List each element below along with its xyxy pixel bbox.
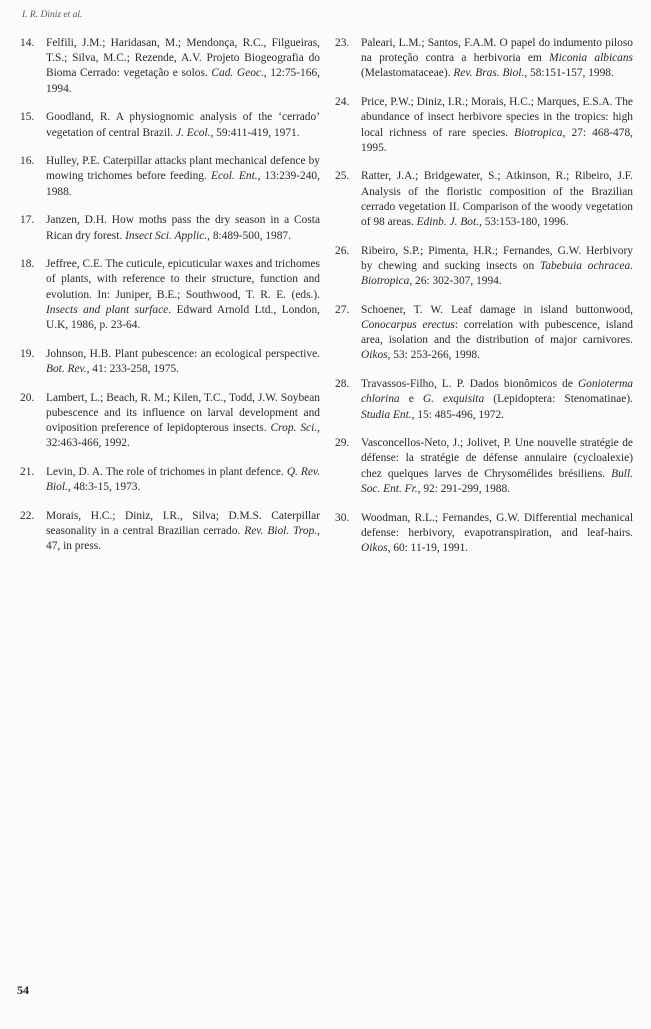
reference-text	[361, 436, 633, 497]
reference-italic-segment: Goniotermа chlorina	[361, 378, 633, 406]
reference-segment: , 26: 302-307, 1994.	[409, 275, 502, 288]
reference-text	[361, 377, 633, 423]
reference-segment: Felfili, J.M.; Haridasan, M.; Mendonça, R.C., Filgueiras, T.S.; Silva, M.C.; Rezende, A.V. Projeto Biogeografia do Bioma Cerrado: vegetação e solos.	[46, 37, 320, 80]
reference-text	[46, 391, 320, 452]
reference-segment: , 41: 233-258, 1975.	[86, 362, 179, 375]
reference-segment: Johnson, H.B. Plant pubescence: an ecological perspective.	[46, 347, 320, 360]
reference-segment: Levin, D. A. The role of trichomes in plant defence.	[46, 465, 287, 478]
reference-segment: .	[630, 259, 633, 272]
reference-segment: , 53: 253-266, 1998.	[387, 349, 480, 362]
reference-segment: , 53:153-180, 1996.	[479, 216, 569, 229]
reference-segment: , 92: 291-299, 1988.	[417, 482, 511, 495]
reference-italic-segment: Oikos	[361, 349, 388, 362]
reference-number: 17.	[20, 214, 35, 227]
reference-item	[20, 465, 320, 495]
reference-italic-segment: Q. Rev. Biol.	[46, 465, 320, 494]
reference-text	[361, 95, 633, 156]
reference-text	[361, 303, 633, 364]
reference-text	[46, 465, 320, 495]
reference-segment: , 27: 468-478, 1995.	[361, 126, 633, 154]
reference-segment: (Lepidoptera: Stenomatinae).	[484, 393, 633, 406]
reference-italic-segment: Tabebuia ochracea	[539, 259, 631, 272]
reference-italic-segment: Studia Ent.	[361, 408, 412, 421]
reference-italic-segment: Crop. Sci.	[270, 422, 318, 435]
reference-italic-segment: Ecol. Ent.	[211, 170, 258, 183]
reference-segment: Schoener, T. W. Leaf damage in island buttonwood,	[361, 303, 633, 316]
reference-item	[335, 377, 633, 423]
reference-italic-segment: Insect Sci. Applic.	[125, 229, 208, 242]
reference-item	[335, 244, 633, 290]
reference-text	[46, 154, 320, 200]
reference-italic-segment: J. Ecol.	[176, 126, 211, 139]
reference-number: 30.	[335, 511, 350, 524]
reference-segment: Ribeiro, S.P.; Pimenta, H.R.; Fernandes, G.W. Herbivory by chewing and sucking insects on	[361, 244, 633, 272]
reference-italic-segment: Oikos	[361, 541, 388, 554]
reference-text	[46, 36, 320, 97]
reference-segment: Hulley, P.E. Caterpillar attacks plant mechanical defence by mowing trichomes before feeding.	[46, 155, 320, 183]
reference-item	[20, 257, 320, 333]
reference-text	[46, 110, 320, 140]
reference-text	[361, 511, 633, 557]
reference-item	[20, 391, 320, 452]
reference-number: 26.	[335, 244, 350, 257]
reference-italic-segment: Cad. Geoc.	[211, 67, 264, 80]
reference-italic-segment: Conocarpus erectus	[361, 319, 455, 332]
reference-number: 23.	[335, 37, 350, 49]
reference-italic-segment: Biotropica	[514, 126, 563, 139]
reference-item	[335, 303, 633, 364]
reference-text	[46, 509, 320, 555]
reference-number: 27.	[335, 303, 350, 316]
reference-item	[335, 511, 633, 557]
reference-number: 15.	[20, 111, 35, 124]
reference-segment: (Melastomataceae).	[361, 67, 454, 80]
reference-segment: Janzen, D.H. How moths pass the dry season in a Costa Rican dry forest.	[46, 214, 320, 242]
reference-column-right	[335, 36, 633, 570]
reference-number: 21.	[20, 465, 35, 478]
page-number: 54	[17, 983, 29, 997]
reference-segment: , 12:75-166, 1994.	[46, 67, 320, 95]
reference-number: 22.	[20, 509, 35, 522]
reference-item	[20, 110, 320, 140]
reference-item	[335, 36, 633, 82]
reference-text	[361, 169, 633, 230]
reference-segment: , 13:239-240, 1988.	[46, 170, 320, 198]
reference-segment: . Edward Arnold Ltd., London, U.K, 1986, p. 23-64.	[46, 303, 320, 332]
reference-segment: e	[399, 393, 423, 406]
reference-text	[46, 257, 320, 333]
reference-segment: , 47, in press.	[46, 525, 320, 553]
running-header: I. R. Diniz et al.	[22, 10, 83, 20]
reference-segment: : correlation with pubescence, island area, isolation and the distribution of major carnivores.	[361, 319, 633, 347]
reference-column-left	[20, 36, 320, 568]
reference-italic-segment: Rev. Bras. Biol.	[453, 67, 525, 80]
reference-italic-segment: Miconia albicans	[549, 52, 633, 65]
reference-segment: Paleari, L.M.; Santos, F.A.M. O papel do indumento piloso na proteção contra a herbivoria em	[361, 37, 633, 65]
reference-item	[20, 213, 320, 243]
reference-italic-segment: Edinb. J. Bot.	[416, 216, 479, 229]
reference-segment: , 58:151-157, 1998.	[524, 67, 614, 80]
reference-text	[46, 347, 320, 377]
reference-item	[20, 347, 320, 377]
reference-segment: Woodman, R.L.; Fernandes, G.W. Differential mechanical defense: herbivory, evapotranspiration, and leaf-hairs.	[361, 511, 633, 539]
reference-text	[361, 36, 633, 82]
reference-segment: Ratter, J.A.; Bridgewater, S.; Atkinson, R.; Ribeiro, J.F. Analysis of the floristic composition of the Brazilian cerrado vegetation II. Comparison of the woody vegetation of 98 areas.	[361, 170, 633, 229]
reference-number: 18.	[20, 258, 35, 271]
reference-segment: Price, P.W.; Diniz, I.R.; Morais, H.C.; Marques, E.S.A. The abundance of insect herbivore species in the tropics: high local richness of rare species.	[361, 96, 633, 139]
reference-number: 25.	[335, 170, 350, 183]
reference-segment: Jeffree, C.E. The cuticule, epicuticular waxes and trichomes of plants, with reference to their structure, function and evolution. In: Juniper, B.E.; Southwood, T. R. E. (eds.).	[46, 258, 320, 301]
reference-segment: Travassos-Filho, L. P. Dados bionômicos de	[361, 378, 578, 391]
reference-italic-segment: Biotropica	[361, 275, 410, 288]
reference-item	[335, 169, 633, 230]
reference-number: 28.	[335, 378, 350, 391]
reference-italic-segment: Insects and plant surface	[46, 303, 169, 316]
reference-number: 20.	[20, 391, 35, 404]
reference-item	[335, 436, 633, 497]
reference-segment: , 32:463-466, 1992.	[46, 422, 320, 450]
reference-item	[20, 509, 320, 555]
reference-italic-segment: Bot. Rev.	[46, 362, 87, 375]
reference-segment: , 60: 11-19, 1991.	[387, 541, 469, 554]
reference-segment: , 48:3-15, 1973.	[67, 481, 141, 494]
reference-italic-segment: G. exquisita	[422, 393, 485, 406]
reference-segment: Vasconcellos-Neto, J.; Jolivet, P. Une nouvelle stratégie de défense: la stratégie de défense annulaire (cycloalexie) chez quelques larves de Chrysomélides brésiliens.	[361, 437, 633, 480]
reference-segment: Morais, H.C.; Diniz, I.R., Silva; D.M.S. Caterpillar seasonality in a central Brazilian cerrado.	[46, 509, 320, 538]
reference-segment: Lambert, L.; Beach, R. M.; Kilen, T.C., Todd, J.W. Soybean pubescence and its influence on larval development and oviposition preference of lepidopterous insects.	[46, 391, 320, 435]
reference-number: 14.	[20, 37, 35, 49]
reference-item	[335, 95, 633, 156]
reference-segment: , 15: 485-496, 1972.	[411, 408, 505, 421]
reference-segment: , 8:489-500, 1987.	[207, 229, 291, 242]
reference-number: 19.	[20, 347, 35, 360]
reference-italic-segment: Rev. Biol. Trop.	[244, 525, 318, 538]
reference-number: 16.	[20, 155, 35, 168]
reference-number: 24.	[335, 96, 350, 109]
reference-item	[20, 36, 320, 97]
reference-segment: , 59:411-419, 1971.	[210, 126, 300, 139]
reference-text	[46, 213, 320, 243]
reference-number: 29.	[335, 437, 350, 450]
reference-italic-segment: Bull. Soc. Ent. Fr.	[361, 467, 633, 495]
reference-item	[20, 154, 320, 200]
reference-text	[361, 244, 633, 290]
reference-segment: Goodland, R. A physiognomic analysis of the ‘cerrado’ vegetation of central Brazil.	[46, 111, 320, 139]
